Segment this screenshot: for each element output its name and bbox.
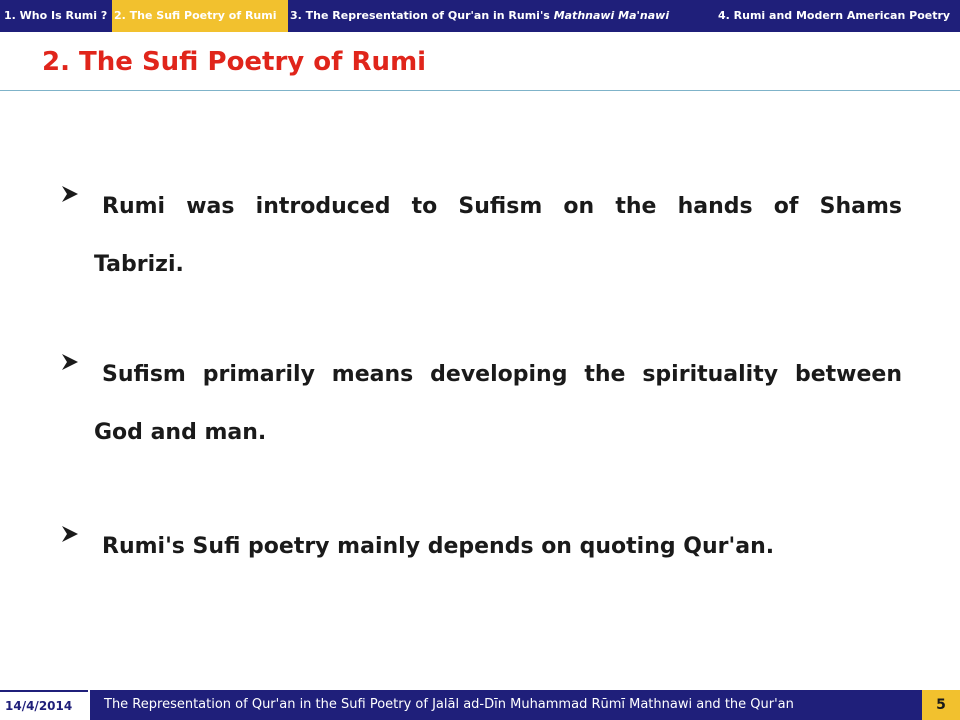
footer-date: 14/4/2014 bbox=[0, 690, 88, 720]
nav-tab-sufi-poetry[interactable]: 2. The Sufi Poetry of Rumi bbox=[112, 0, 288, 32]
nav-tab-modern-american-poetry[interactable]: 4. Rumi and Modern American Poetry bbox=[718, 9, 951, 22]
arrow-bullet-icon bbox=[60, 184, 80, 204]
bullet-line: God and man. bbox=[94, 420, 267, 445]
footer-caption: The Representation of Qur'an in the Sufi Poetry of Jalāl ad-Dīn Muhammad Rūmī Mathnawi and the Qur'an bbox=[90, 690, 922, 720]
title-divider bbox=[0, 90, 960, 91]
nav-tab-representation-quran[interactable] bbox=[288, 0, 718, 32]
arrow-bullet-icon bbox=[60, 352, 80, 372]
bullet-line: Sufism primarily means developing the spirituality between bbox=[102, 362, 902, 387]
arrow-bullet-icon bbox=[60, 524, 80, 544]
slide-title: 2. The Sufi Poetry of Rumi bbox=[42, 47, 427, 77]
bullet-item bbox=[60, 346, 902, 462]
bullet-text bbox=[60, 346, 902, 462]
nav-tab-representation-emphasis: Mathnawi Ma'nawi bbox=[553, 9, 670, 22]
bullet-text: Rumi's Sufi poetry mainly depends on quoting Qur'an. bbox=[102, 534, 775, 559]
nav-tab-representation-prefix: 3. The Representation of Qur'an in Rumi's bbox=[290, 9, 554, 22]
bullet-item bbox=[60, 518, 902, 576]
page-number-badge: 5 bbox=[922, 690, 960, 720]
nav-tab-who-is-rumi[interactable]: 1. Who Is Rumi ? bbox=[4, 9, 108, 22]
bullet-line: Tabrizi. bbox=[94, 252, 184, 277]
bullet-item bbox=[60, 178, 902, 294]
section-nav-bar bbox=[0, 0, 960, 32]
bullet-text bbox=[60, 178, 902, 294]
bullet-line: Rumi was introduced to Sufism on the hands of Shams bbox=[102, 194, 902, 219]
